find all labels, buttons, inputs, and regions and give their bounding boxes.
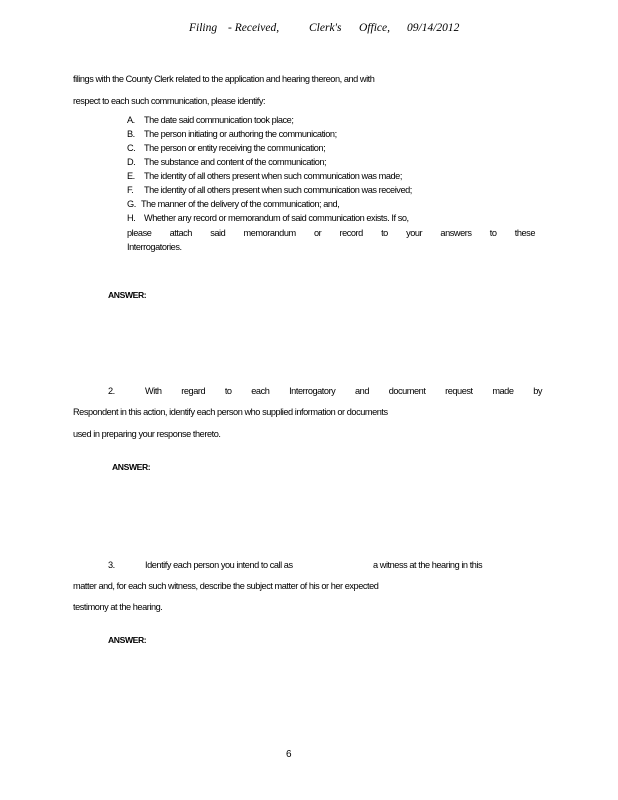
header-clerks: Clerk's: [309, 22, 342, 34]
list-letter: H.: [127, 213, 136, 223]
word: please: [127, 228, 152, 238]
intro-line-2: respect to each such communication, please identify:: [73, 96, 266, 106]
word: to: [381, 228, 388, 238]
word: document: [388, 386, 426, 396]
word: Interrogatory: [289, 386, 336, 396]
question-2-line-2: Respondent in this action, identify each person who supplied information or documents: [73, 407, 388, 417]
word: by: [533, 386, 542, 396]
question-3-line-3: testimony at the hearing.: [73, 602, 163, 612]
word: these: [514, 228, 535, 238]
answer-label-1: ANSWER:: [108, 290, 147, 300]
question-3-line-1a: Identify each person you intend to call as: [145, 560, 293, 570]
answer-label-2: ANSWER:: [112, 462, 151, 472]
question-2-line-1: [145, 387, 542, 396]
question-3-line-1b: a witness at the hearing in this: [373, 560, 483, 570]
header-filing: Filing: [189, 22, 218, 34]
word: record: [339, 228, 363, 238]
list-text: The identity of all others present when such communication was made;: [144, 171, 402, 181]
list-letter: A.: [127, 115, 135, 125]
intro-line-1: filings with the County Clerk related to the application and hearing thereon, and with: [73, 74, 375, 84]
word: With: [145, 386, 162, 396]
word: each: [251, 386, 270, 396]
word: regard: [181, 386, 206, 396]
header-date: 09/14/2012: [407, 22, 460, 34]
list-text: The manner of the delivery of the communication; and,: [141, 199, 340, 209]
word: said: [210, 228, 226, 238]
header-received: - Received,: [228, 22, 280, 34]
list-letter: B.: [127, 129, 135, 139]
word: answers: [440, 228, 472, 238]
list-letter: G.: [127, 199, 136, 209]
list-text: The substance and content of the communication;: [144, 157, 327, 167]
list-text: The person or entity receiving the communication;: [144, 143, 326, 153]
word: to: [489, 228, 497, 238]
question-2-number: 2.: [108, 386, 115, 396]
item-h-continuation: [127, 229, 535, 238]
word: request: [445, 386, 473, 396]
list-letter: E.: [127, 171, 135, 181]
word: or: [313, 228, 322, 238]
question-2-line-3: used in preparing your response thereto.: [73, 429, 221, 439]
word: your: [406, 228, 423, 238]
page-number: 6: [286, 749, 292, 760]
header-office: Office,: [359, 22, 390, 34]
question-3-number: 3.: [108, 560, 115, 570]
list-letter: F.: [127, 185, 134, 195]
item-h-continuation-line-2: Interrogatories.: [127, 242, 182, 252]
list-text: Whether any record or memorandum of said communication exists. If so,: [144, 213, 409, 223]
list-text: The identity of all others present when such communication was received;: [144, 185, 412, 195]
list-text: The date said communication took place;: [144, 115, 294, 125]
question-3-line-2: matter and, for each such witness, describe the subject matter of his or her expected: [73, 581, 379, 591]
word: attach: [169, 228, 192, 238]
list-text: The person initiating or authoring the communication;: [144, 129, 337, 139]
word: to: [224, 386, 232, 396]
word: memorandum: [243, 228, 296, 238]
word: made: [492, 386, 514, 396]
list-letter: C.: [127, 143, 136, 153]
answer-label-3: ANSWER:: [108, 635, 147, 645]
list-letter: D.: [127, 157, 136, 167]
word: and: [355, 386, 369, 396]
